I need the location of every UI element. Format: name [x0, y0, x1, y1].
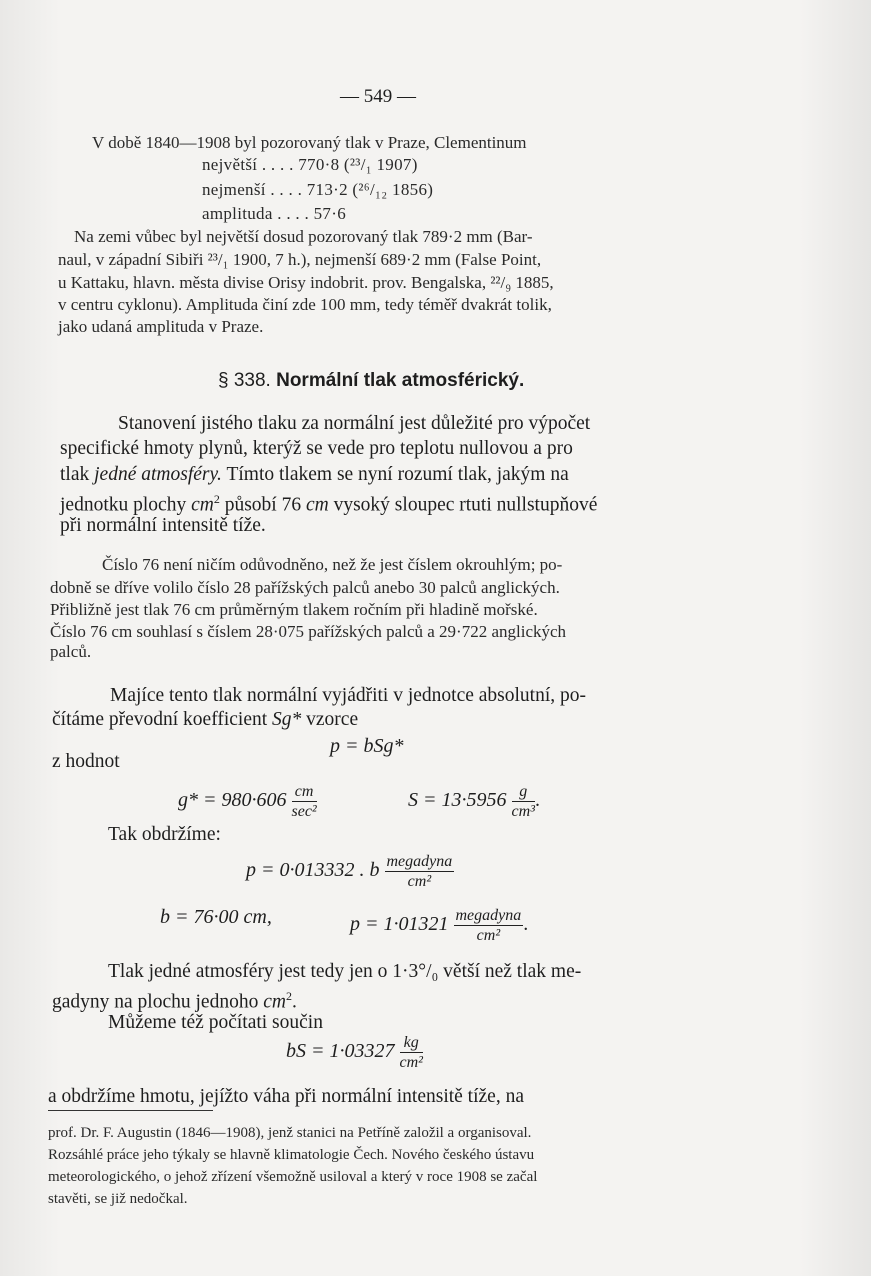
- intro-line-1: V době 1840—1908 byl pozorovaný tlak v Praze, Clementinum: [92, 133, 527, 152]
- equation-g-star: [178, 782, 317, 821]
- equation-p-value: [350, 906, 528, 945]
- symbol-text: Sg*: [272, 709, 302, 730]
- text-run: jednotku plochy: [60, 494, 192, 516]
- fraction-denominator: cm²: [399, 1054, 423, 1071]
- intro-paragraph-line-3: u Kattaku, hlavn. města divise Orisy indobrit. prov. Bengalska, ²²/₉ 1885,: [58, 273, 554, 292]
- superscript: 2: [285, 989, 292, 1003]
- equation-bs-product: [286, 1033, 423, 1072]
- body1-line-4: [60, 488, 597, 517]
- section-number: § 338.: [218, 370, 271, 391]
- text-run: vzorce: [301, 709, 359, 730]
- body1-line-5: při normální intensitě tíže.: [60, 515, 266, 536]
- superscript: 2: [213, 492, 220, 506]
- text-run: Tímto tlakem se nyní rozumí tlak, jakým na: [221, 464, 569, 485]
- intro-paragraph-line-1: Na zemi vůbec byl největší dosud pozorovaný tlak 789·2 mm (Bar-: [74, 227, 533, 246]
- fraction-denominator: cm³: [511, 803, 535, 820]
- unit-text: cm: [305, 494, 329, 516]
- fraction-cm-sec: [292, 782, 317, 821]
- intro-min: nejmenší . . . . 713·2 (²⁶/₁₂ 1856): [202, 180, 434, 199]
- footnote-line-3: meteorologického, o jehož zřízení všemožně usiloval a který v roce 1908 se začal: [48, 1169, 538, 1185]
- body1-line-1: Stanovení jistého tlaku za normální jest důležité pro výpočet: [118, 413, 591, 434]
- intro-paragraph-line-2: naul, v západní Sibiři ²³/₁ 1900, 7 h.), nejmenší 689·2 mm (False Point,: [58, 250, 542, 269]
- footnote-line-4: stavěti, se již nedočkal.: [48, 1191, 188, 1207]
- footnote-divider: [48, 1110, 213, 1111]
- equation-lhs: g* = 980·606: [178, 789, 287, 812]
- equation-period: .: [523, 913, 529, 936]
- fraction-megadyna-cm2: [385, 852, 455, 891]
- body1-line-2: specifické hmoty plynů, kterýž se vede pro teplotu nullovou a pro: [60, 438, 573, 459]
- note-line-3: Přibližně jest tlak 76 cm průměrným tlakem ročním při hladině mořské.: [50, 600, 538, 619]
- equation-s-density: [408, 782, 540, 821]
- tak-obdrzime-text: Tak obdržíme:: [108, 824, 221, 845]
- fraction-megadyna-cm2: [454, 906, 524, 945]
- fraction-numerator: megadyna: [386, 853, 453, 870]
- equation-lhs: p = 0·013332 . b: [246, 859, 380, 882]
- equation-lhs: b = 76·00 cm,: [160, 906, 272, 928]
- text-run: čítáme převodní koefficient: [52, 709, 273, 730]
- footnote-line-1: prof. Dr. F. Augustin (1846—1908), jenž stanici na Petříně založil a organisoval.: [48, 1125, 532, 1141]
- section-title: Normální tlak atmosférický.: [276, 370, 525, 391]
- fraction-g-cm3: [512, 782, 535, 821]
- text-run: tlak: [60, 464, 95, 485]
- section-heading: [218, 370, 524, 392]
- text-run: gadyny na plochu jednoho: [52, 991, 264, 1013]
- note-line-1: Číslo 76 není ničím odůvodněno, než že jest číslem okrouhlým; po-: [102, 555, 563, 574]
- body2-line-1: Majíce tento tlak normální vyjádřiti v jednotce absolutní, po-: [110, 685, 587, 706]
- intro-max: největší . . . . 770·8 (²³/₁ 1907): [202, 155, 418, 174]
- page-number: — 549 —: [340, 86, 416, 107]
- body3-line-3: Můžeme též počítati součin: [108, 1012, 323, 1033]
- fraction-numerator: kg: [400, 1033, 423, 1053]
- unit-text: cm: [191, 494, 214, 516]
- z-hodnot-text: z hodnot: [52, 751, 120, 772]
- emphasis-text: jedné atmosféry.: [94, 464, 222, 485]
- note-line-4: Číslo 76 cm souhlasí s číslem 28·075 pařížských palců a 29·722 anglických: [50, 622, 567, 641]
- fraction-denominator: cm²: [476, 927, 501, 944]
- fraction-numerator: cm: [292, 782, 317, 802]
- footnote-line-2: Rozsáhlé práce jeho týkaly se hlavně klimatologie Čech. Nového českého ústavu: [48, 1147, 535, 1163]
- intro-paragraph-line-4: v centru cyklonu). Amplituda činí zde 100 mm, tedy téměř dvakrát tolik,: [58, 295, 552, 314]
- equation-b-value: [160, 906, 272, 929]
- body1-line-3: [60, 463, 569, 486]
- intro-amplitude: amplituda . . . . 57·6: [202, 204, 346, 223]
- equation-lhs: S = 13·5956: [408, 789, 507, 812]
- equation-lhs: p = 1·01321: [350, 913, 449, 936]
- equation-period: .: [534, 789, 540, 812]
- text-run: .: [291, 991, 297, 1013]
- note-line-2: dobně se dříve volilo číslo 28 pařížských palců anebo 30 palců anglických.: [50, 578, 560, 597]
- fraction-numerator: g: [512, 782, 535, 802]
- body3-line-2: [52, 985, 297, 1014]
- body2-line-2: [52, 708, 358, 731]
- equation-p-bsg: p = bSg*: [330, 735, 404, 757]
- intro-paragraph-line-5: jako udaná amplituda v Praze.: [58, 317, 264, 336]
- note-line-5: palců.: [50, 642, 92, 661]
- body4-line: a obdržíme hmotu, jejížto váha při normální intensitě tíže, na: [48, 1086, 524, 1107]
- unit-text: cm: [263, 991, 286, 1013]
- body3-line-1: Tlak jedné atmosféry jest tedy jen o 1·3°/₀ větší než tlak me-: [108, 961, 582, 982]
- fraction-denominator: sec²: [291, 803, 317, 820]
- fraction-denominator: cm²: [407, 873, 432, 890]
- text-run: vysoký sloupec rtuti nullstupňové: [328, 494, 598, 516]
- equation-lhs: bS = 1·03327: [286, 1040, 395, 1063]
- equation-p-megadyna: [246, 852, 454, 891]
- text-run: působí 76: [219, 494, 306, 516]
- fraction-numerator: megadyna: [455, 907, 522, 924]
- fraction-kg-cm2: [400, 1033, 423, 1072]
